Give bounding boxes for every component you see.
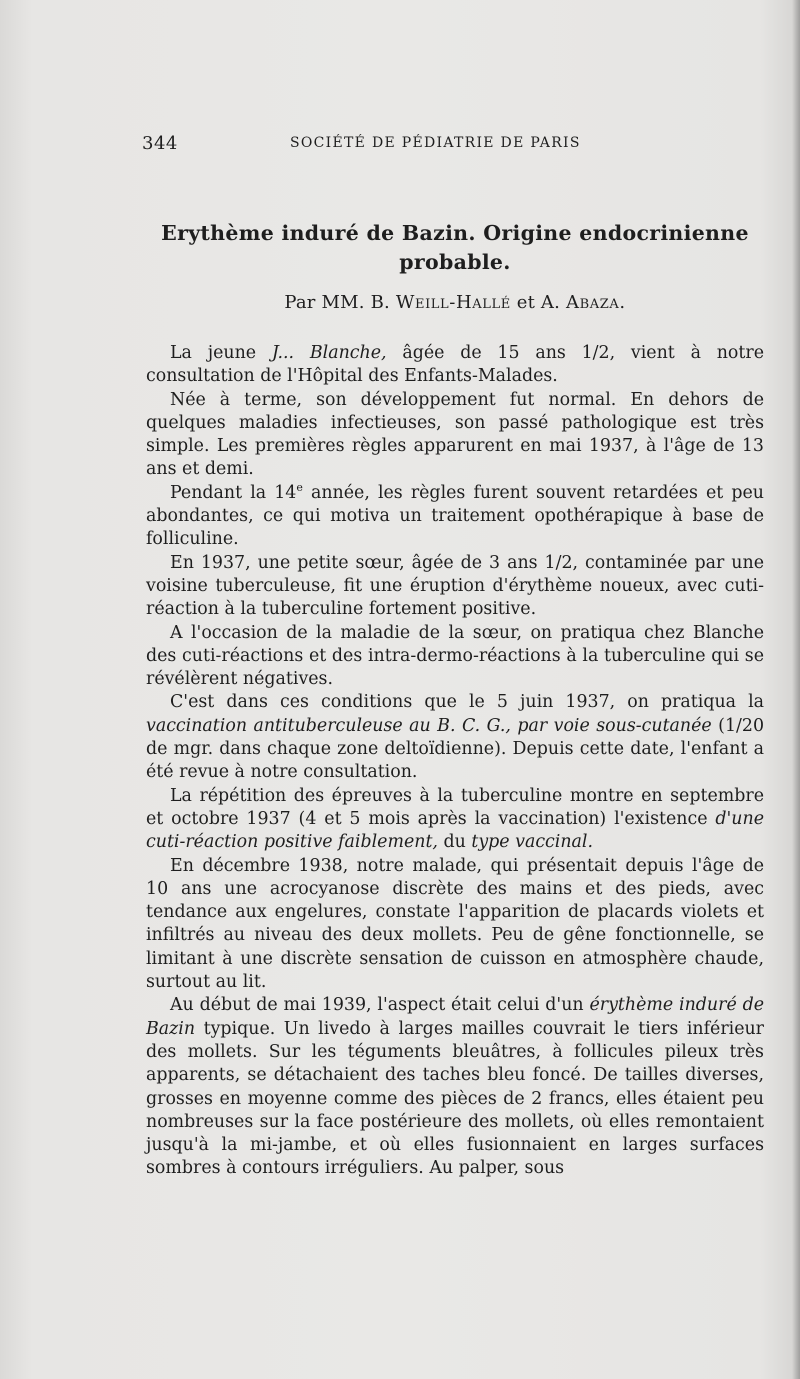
- page-number: 344: [142, 133, 178, 154]
- patient-name: J... Blanche,: [271, 343, 387, 363]
- vaccination-emphasis: vaccination antituberculeuse au B. C. G., par voie sous-cutanée: [146, 715, 712, 736]
- running-head-title: SOCIÉTÉ DE PÉDIATRIE DE PARIS: [290, 135, 581, 151]
- author-weill-halle: Weill-Hallé: [395, 292, 511, 313]
- article-body: [146, 342, 764, 1181]
- paragraph-9-text: Au début de mai 1939, l'aspect était celui d'un: [170, 995, 590, 1016]
- paragraph-1: [146, 342, 764, 389]
- ordinal-superscript: e: [296, 480, 303, 494]
- cuti-reaction-emphasis: d'une cuti-réaction positive faiblement,: [146, 808, 764, 853]
- paragraph-9: [146, 994, 764, 1180]
- running-header: [142, 133, 612, 155]
- paragraph-8: En décembre 1938, notre malade, qui présentait depuis l'âge de 10 ans une acrocyanose discrète des mains et des pieds, avec tendance aux engelures, constate l'apparition de placards violets et infiltrés au niveau des deux mollets. Peu de gêne fonctionnelle, se limitant à une discrète sensation de cuisson en atmosphère chaude, surtout au lit.: [146, 855, 764, 993]
- diagnosis-emphasis: érythème induré de Bazin: [146, 995, 765, 1039]
- paragraph-7: [146, 785, 764, 855]
- paragraph-3-text: Pendant la 14: [170, 482, 297, 503]
- paragraph-6-text: C'est dans ces conditions que le 5 juin 1937, on pratiqua la: [170, 692, 764, 713]
- paragraph-7-text-mid: du: [437, 832, 472, 853]
- paragraph-4: En 1937, une petite sœur, âgée de 3 ans 1/2, contaminée par une voisine tuberculeuse, fit une éruption d'érythème noueux, avec cuti-réaction à la tuberculine fortement positive.: [146, 552, 764, 620]
- paragraph-1-text-cont: âgée de 15 ans 1/2, vient à notre consultation de l'Hôpital des Enfants-Malades.: [146, 343, 764, 387]
- paragraph-1-text: La jeune: [170, 343, 272, 363]
- article-title: Erythème induré de Bazin. Origine endocrinienne probable.: [161, 221, 749, 274]
- paragraph-3-text-cont: année, les règles furent souvent retardées et peu abondantes, ce qui motiva un traitement opothérapique à base de folliculine.: [146, 482, 764, 550]
- paragraph-3: [146, 482, 764, 552]
- paragraph-9-text-cont: typique. Un livedo à larges mailles couvrait le tiers inférieur des mollets. Sur les téguments bleuâtres, à follicules pileux très apparents, se détachaient des taches bleu foncé. De tailles diverses, grosses en moyenne comme des pièces de 2 francs, elles étaient peu nombreuses sur la face postérieure des mollets, où elles remontaient jusqu'à la mi-jambe, et où elles fusionnaient en larges surfaces sombres à contours irréguliers. Au palper, sous: [146, 1018, 764, 1179]
- paragraph-6-text-cont: (1/20 de mgr. dans chaque zone deltoïdienne). Depuis cette date, l'enfant a été revue à notre consultation.: [146, 715, 765, 783]
- paragraph-6: [146, 691, 764, 784]
- paragraph-2: Née à terme, son développement fut normal. En dehors de quelques maladies infectieuses, son passé pathologique est très simple. Les premières règles apparurent en mai 1937, à l'âge de 13 ans et demi.: [146, 389, 764, 480]
- article-authors: [140, 292, 770, 313]
- page-edge-shadow: [792, 0, 800, 1379]
- author-abaza: Abaza.: [565, 292, 626, 313]
- paragraph-7-text: La répétition des épreuves à la tuberculine montre en septembre et octobre 1937 (4 et 5 mois après la vaccination) l'existence: [146, 785, 764, 829]
- paragraph-5: A l'occasion de la maladie de la sœur, on pratiqua chez Blanche des cuti-réactions et des intra-dermo-réactions à la tuberculine qui se révélèrent négatives.: [146, 622, 764, 690]
- vaccine-type-emphasis: type vaccinal.: [471, 832, 594, 853]
- authors-prefix: Par MM. B.: [284, 292, 390, 313]
- authors-conjunction: et A.: [516, 292, 561, 313]
